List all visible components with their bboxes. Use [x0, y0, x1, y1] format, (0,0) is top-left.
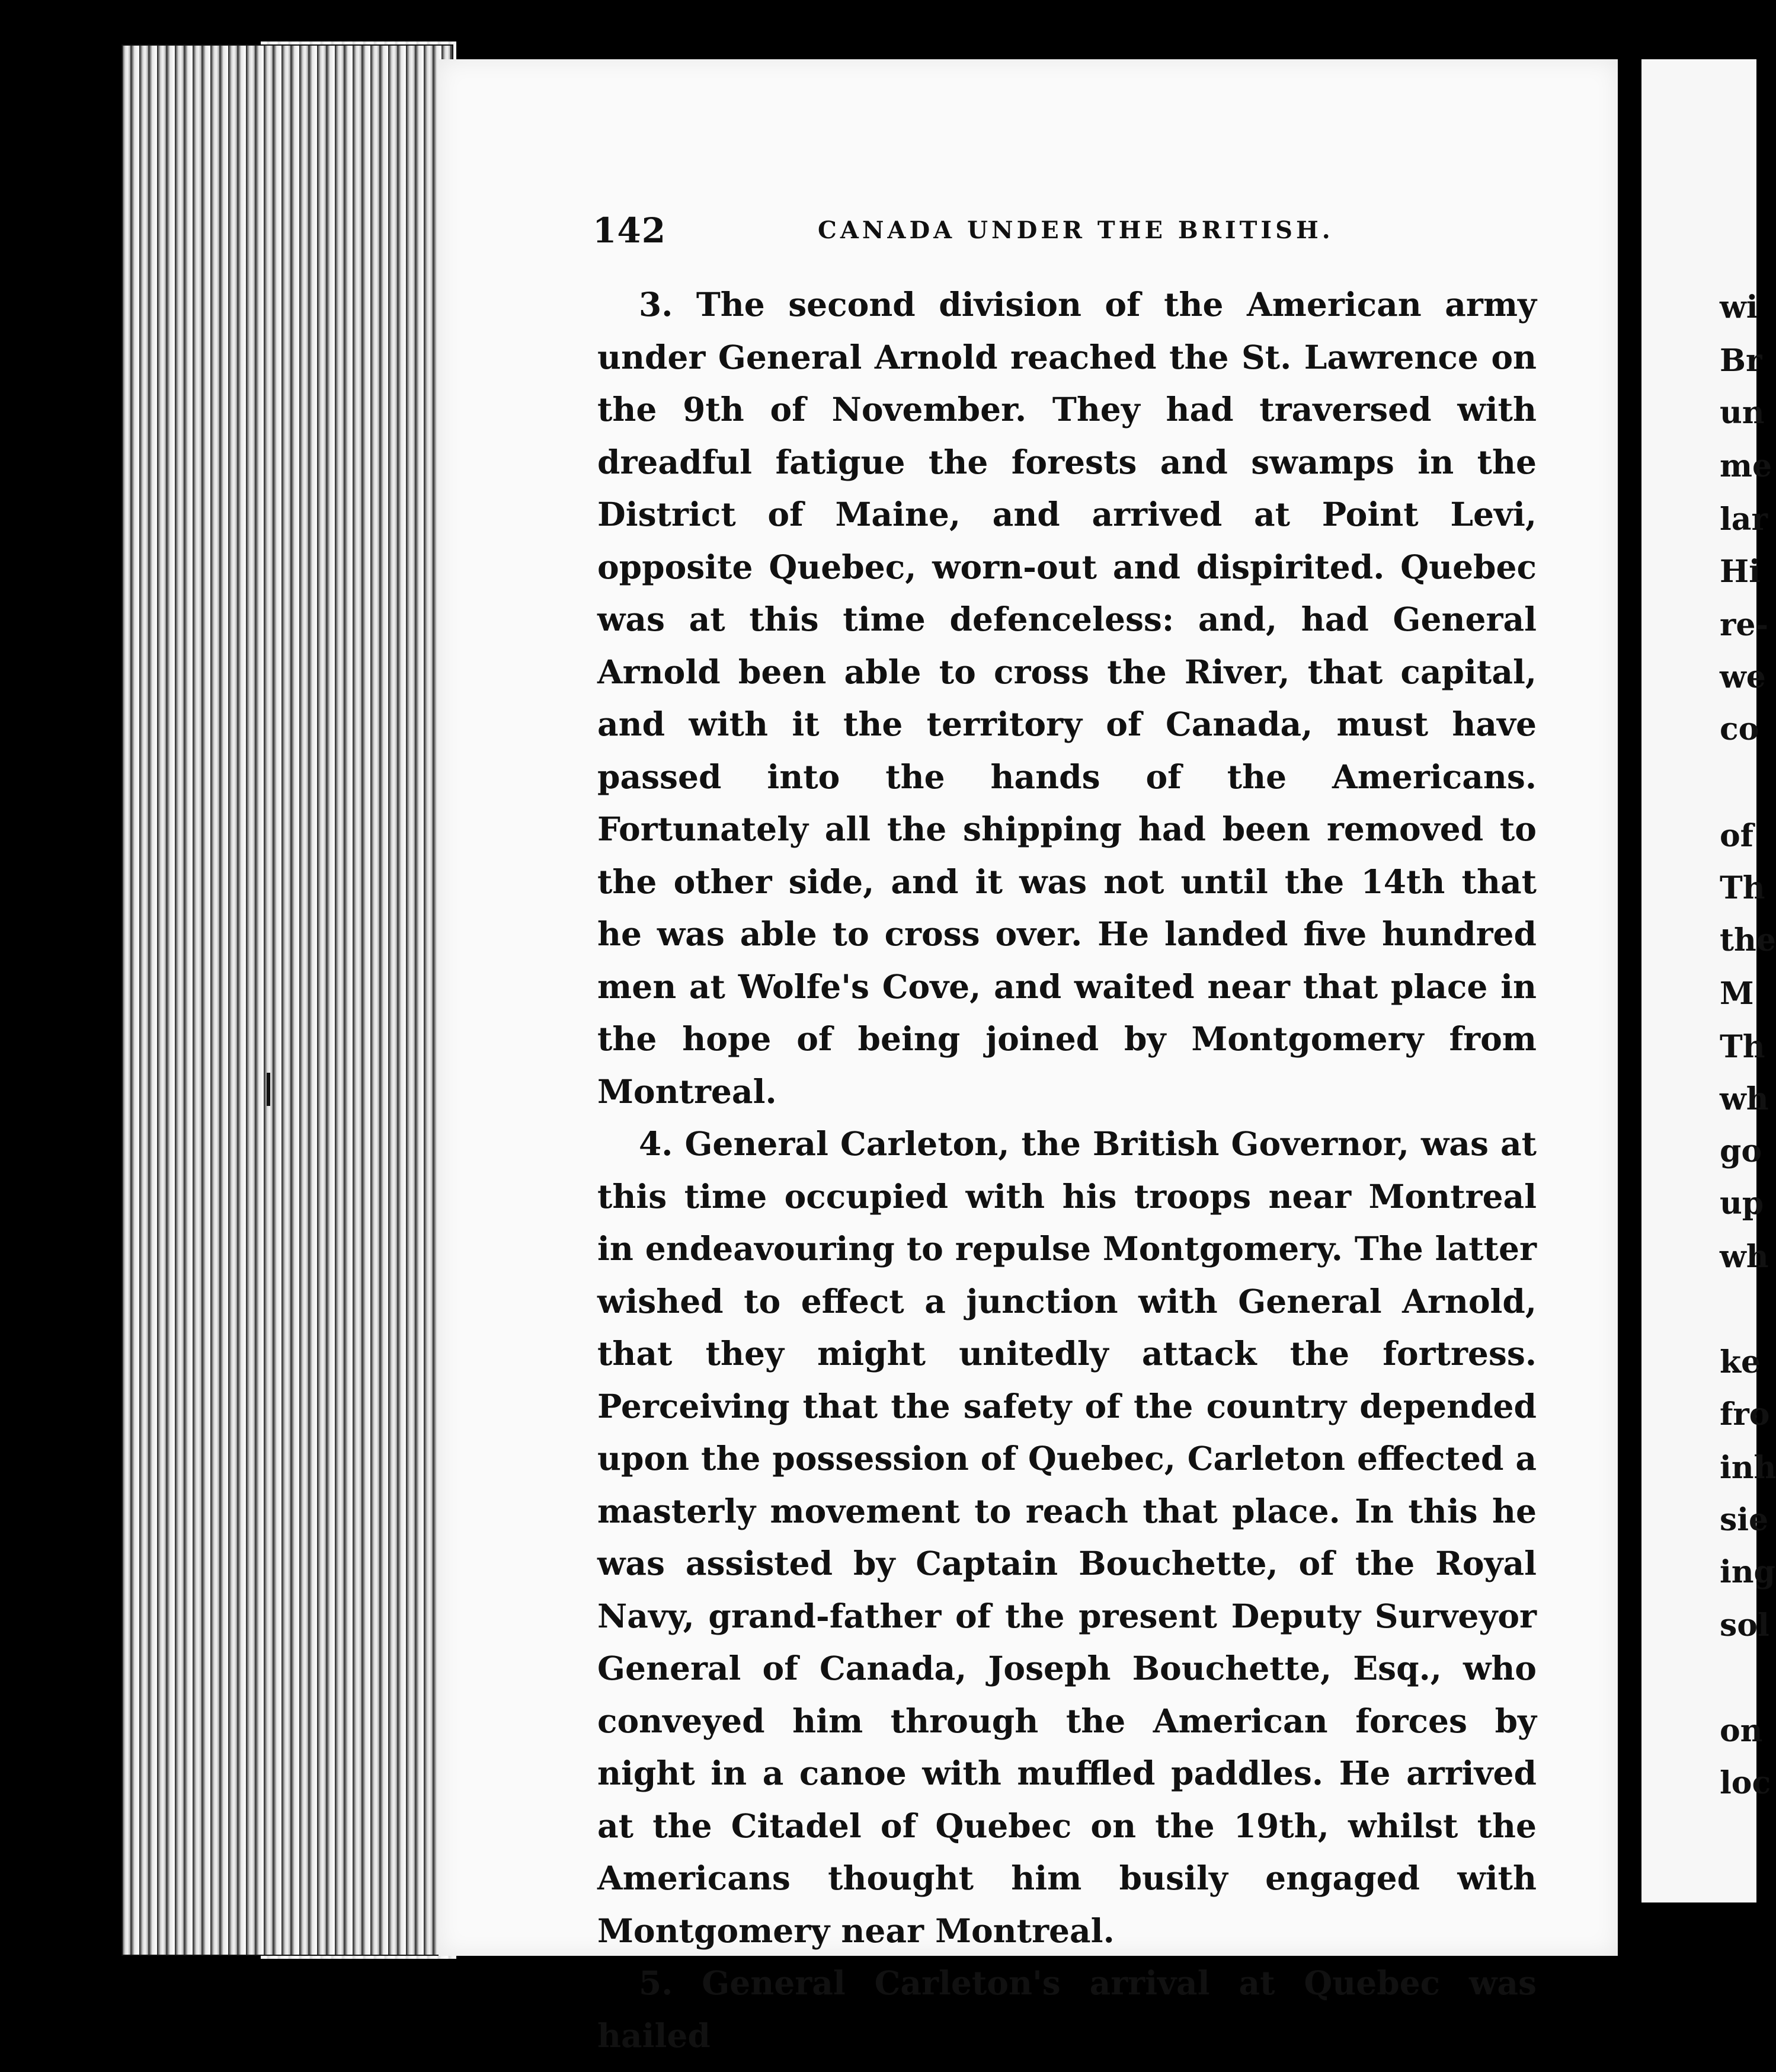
facing-fragment: sol [1720, 1607, 1769, 1643]
facing-fragment: loc [1720, 1765, 1771, 1801]
facing-fragment: me [1720, 448, 1772, 484]
page-number: 142 [593, 210, 667, 251]
facing-fragment: co [1720, 711, 1759, 747]
facing-fragment: we [1720, 659, 1766, 695]
body-text [597, 279, 1537, 2055]
paragraph-4: 4. General Carleton, the British Governor, was at this time occupied with his troops near Montreal in endeavouring to repulse Montgomery. The latter wished to effect a junction with General Arnold, that they might unitedly attack the fortress. Perceiving that the safety of the country depended upon the possession of Quebec, Carleton effected a masterly movement to reach that place. In this he was assisted by Captain Bouchette, of the Royal Navy, grand-father of the present Deputy Surveyor General of Canada, Joseph Bouchette, Esq., who conveyed him through the American forces by night in a canoe with muffled paddles. He arrived at the Citadel of Quebec on the 19th, whilst the Americans thought him busily engaged with Montgomery near Montreal. [597, 1124, 1537, 1950]
facing-fragment: ing [1720, 1554, 1775, 1590]
facing-fragment: un [1720, 395, 1765, 431]
facing-fragment: fro [1720, 1396, 1770, 1433]
facing-fragment: sie [1720, 1502, 1769, 1538]
facing-fragment: Th [1720, 870, 1765, 906]
facing-fragment: the [1720, 922, 1776, 958]
facing-fragment: wh [1720, 1081, 1769, 1117]
page-header [593, 210, 1339, 258]
page-edges-stack [121, 44, 453, 1956]
running-head: CANADA UNDER THE BRITISH. [818, 216, 1334, 244]
facing-fragment: on [1720, 1713, 1763, 1749]
facing-fragment: go [1720, 1133, 1762, 1169]
facing-fragment: Hi [1720, 554, 1761, 590]
facing-fragment: up [1720, 1185, 1764, 1222]
facing-fragment: re- [1720, 607, 1769, 643]
facing-fragment: of [1720, 818, 1754, 854]
facing-fragment: Th [1720, 1029, 1765, 1065]
facing-fragment: wh [1720, 1239, 1769, 1275]
paragraph-5: 5. General Carleton's arrival at Quebec was hailed [597, 1964, 1537, 2055]
facing-fragment: M [1720, 976, 1754, 1012]
facing-fragment: Br [1720, 343, 1762, 379]
facing-fragment: ke [1720, 1344, 1761, 1380]
facing-fragment: lar [1720, 501, 1768, 538]
binding-mark [267, 1073, 270, 1106]
facing-fragment: inh [1720, 1450, 1776, 1486]
facing-fragment: wi [1720, 289, 1758, 325]
paragraph-3: 3. The second division of the American army under General Arnold reached the St. Lawrence on the 9th of November. They had traversed with dreadful fatigue the forests and swamps in the District of Maine, and arrived at Point Levi, opposite Quebec, worn-out and dispirited. Quebec was at this time defenceless: and, had General Arnold been able to cross the River, that capital, and with it the territory of Canada, must have passed into the hands of the Americans. Fortunately all the shipping had been removed to the other side, and it was not until the 14th that he was able to cross over. He landed five hundred men at Wolfe's Cove, and waited near that place in the hope of being joined by Montgomery from Montreal. [597, 285, 1537, 1111]
